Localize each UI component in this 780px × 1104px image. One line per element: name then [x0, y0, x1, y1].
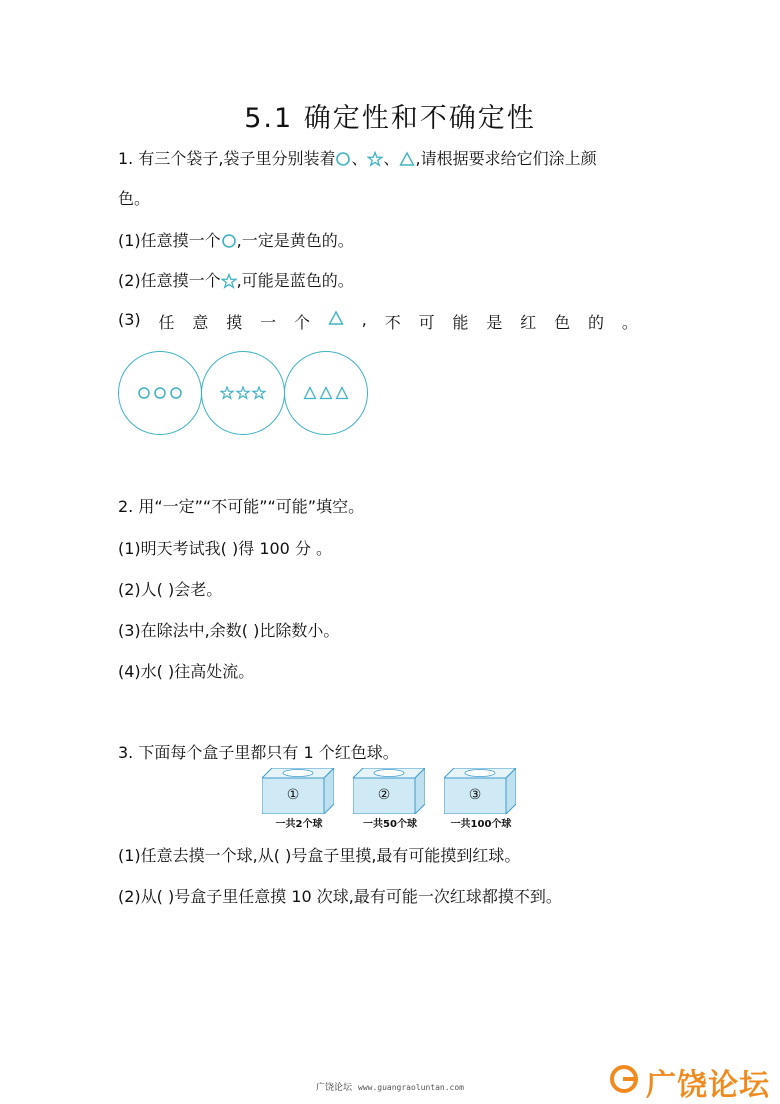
star-icon: [367, 151, 383, 171]
q1-sub2: [118, 268, 354, 293]
star-icon: [221, 273, 237, 293]
q1-sub3-char: 意: [192, 313, 209, 332]
watermark-text: 广饶论坛: [646, 1068, 770, 1103]
q1-sub3-char: 。: [621, 313, 638, 332]
q1-sub3-char: 能: [452, 313, 469, 332]
q1-sub3-char: 可: [418, 313, 435, 332]
q1-sub3-char: 是: [486, 313, 503, 332]
q1-sub3-char: ,: [361, 310, 367, 329]
q1-sep2: 、: [383, 149, 400, 168]
q1-sub3-char: 一: [260, 313, 277, 332]
q1-line1: [118, 146, 597, 171]
q1-sep1: 、: [351, 149, 368, 168]
q1-sub2-b: ,可能是蓝色的。: [236, 271, 354, 290]
q1-sub1-a: (1)任意摸一个: [118, 231, 221, 250]
box-3[interactable]: [444, 768, 516, 818]
bag-triangles[interactable]: [284, 351, 368, 435]
box-label: ②: [377, 787, 391, 803]
footer-label: 广饶论坛: [316, 1083, 353, 1093]
box-2[interactable]: [353, 768, 425, 818]
q2-item: (1)明天考试我( )得 100 分 。: [118, 539, 333, 558]
circle-icon: [221, 233, 237, 253]
circle-icon: [335, 151, 351, 171]
q2-item: (4)水( )往高处流。: [118, 662, 255, 681]
box-caption: 一共2个球: [275, 819, 323, 830]
q1-sub3-char: 任: [158, 313, 175, 332]
q3-heading: 3. 下面每个盒子里都只有 1 个红色球。: [118, 743, 399, 762]
q1-sub3: [118, 310, 638, 333]
q1-line2: 色。: [118, 189, 151, 208]
q1-sub3-char: 个: [294, 313, 311, 332]
box-1[interactable]: [262, 768, 334, 818]
q1-sub3-char: 摸: [226, 313, 243, 332]
three-circles-icon: [137, 386, 183, 400]
triangle-icon: [399, 151, 415, 171]
box-label: ①: [286, 787, 300, 803]
bag-circles[interactable]: [118, 351, 202, 435]
three-stars-icon: [220, 386, 266, 400]
q1-sub1-b: ,一定是黄色的。: [236, 231, 354, 250]
triangle-icon: [328, 310, 344, 333]
page-title: 5.1 确定性和不确定性: [244, 103, 536, 134]
q1-sub2-a: (2)任意摸一个: [118, 271, 221, 290]
box-caption: 一共100个球: [450, 819, 512, 830]
q1-sub3-char: 不: [384, 313, 401, 332]
watermark-logo-icon: [608, 1063, 640, 1099]
q1-sub3-char: 的: [587, 313, 604, 332]
q2-item: (2)人( )会老。: [118, 580, 223, 599]
footer-site[interactable]: www.guangraoluntan.com: [358, 1083, 464, 1092]
q1-text-a: 1. 有三个袋子,袋子里分别装着: [118, 149, 336, 168]
q1-text-b: ,请根据要求给它们涂上颜: [415, 149, 597, 168]
q1-sub3-char: 红: [520, 313, 537, 332]
q2-item: (3)在除法中,余数( )比除数小。: [118, 621, 340, 640]
q1-sub3-char: 色: [554, 313, 571, 332]
q3-item: (1)任意去摸一个球,从( )号盒子里摸,最有可能摸到红球。: [118, 846, 521, 865]
box-caption: 一共50个球: [363, 819, 417, 830]
three-triangles-icon: [303, 386, 349, 400]
q3-item: (2)从( )号盒子里任意摸 10 次球,最有可能一次红球都摸不到。: [118, 887, 562, 906]
box-label: ③: [468, 787, 482, 803]
q1-sub1: [118, 228, 354, 253]
q1-sub3-char: (3): [118, 310, 141, 329]
q2-heading: 2. 用“一定”“不可能”“可能”填空。: [118, 497, 365, 516]
bag-stars[interactable]: [201, 351, 285, 435]
